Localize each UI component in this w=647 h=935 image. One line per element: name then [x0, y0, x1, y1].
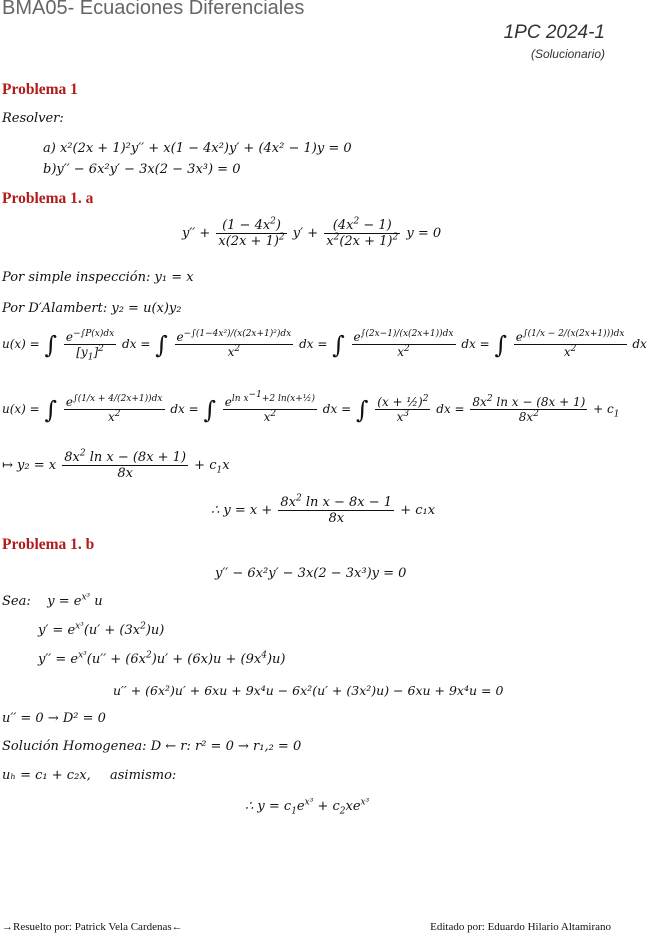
problema1-heading: Problema 1: [2, 81, 78, 98]
dalambert-line: Por D′Alambert: y₂ = u(x)y₂: [2, 301, 182, 316]
reduced-line: u′′ = 0 → D² = 0: [2, 711, 106, 726]
y2-prefix: ↦ y₂ = x: [2, 458, 57, 473]
ux-lhs: u(x) =: [2, 337, 44, 351]
problema1b-heading: Problema 1. b: [2, 536, 95, 553]
course-title: BMA05- Ecuaciones Diferenciales: [2, 0, 305, 19]
ydouble-line: $y'' = e^{x^3}(u'' + (6x^2)u' + (6x)u + (9x^4)u)$: [38, 650, 286, 667]
yprime-line: $y' = e^{x^3}(u' + (3x^2)u)$: [38, 621, 165, 638]
sea-line: Sea: $y = e^{x^3}$ u: [2, 592, 103, 609]
conclusion-a-prefix: ∴ y = x +: [211, 503, 273, 518]
substituted-line: u′′ + (6x²)u′ + 6xu + 9x⁴u − 6x²(u′ + (3x²)u) − 6xu + 9x⁴u = 0: [113, 683, 504, 698]
conclusion-a-suffix: + c₁x: [400, 503, 436, 518]
asimismo-label: asimismo:: [110, 768, 177, 783]
footer-solved-by: →Resuelto por: Patrick Vela Cardenas←: [2, 921, 183, 933]
problema1a-heading: Problema 1. a: [2, 190, 94, 207]
general-solution-b: ∴ $y = c_1e^{x^3} + c_2xe^{x^3}$: [245, 797, 370, 817]
ux-integral-line2: u(x) = ∫ $\frac{e^{\int(1/x + 4/(2x+1))dx}}{x^2}$ dx = ∫ $\frac{e^{ln x^{-1}+2 ln(x+\frac{1}{2})}}{x^2}$ dx = ∫ $\frac{(x + \frac{1}{2})^2}{x^3}$ dx = $\frac{8x^2 \ln x - (8x + 1)}{8x^2}$ + $c_1$: [2, 390, 620, 424]
uh-line: uₕ = c₁ + c₂x,: [2, 768, 91, 783]
general-solution-a: ∴ y = x + $\frac{8x^2 \ln x - 8x - 1}{8x}$ + c₁x: [211, 493, 436, 526]
sea-label: Sea:: [2, 594, 31, 609]
ux-integral-line1: u(x) = ∫ $\frac{e^{-\int P(x)dx}}{[y_1]^2}$ dx = ∫ $\frac{e^{-\int(1-4x^2)/(x(2x+1)^2)dx}}{x^2}$ dx = ∫ $\frac{e^{\int(2x-1)/(x(2x+1))dx}}{x^2}$ dx = ∫ $\frac{e^{\int(1/x - 2/(x(2x+1)))dx}}{x^2}$ dx: [2, 329, 647, 363]
exam-title: 1PC 2024-1: [503, 22, 605, 43]
ode-b: y′′ − 6x²y′ − 3x(2 − 3x³)y = 0: [215, 566, 407, 581]
normalized-ode: y′′ + $\frac{(1 - 4x^2)}{x(2x + 1)^2}$ y′ + $\frac{(4x^2 - 1)}{x^2(2x + 1)^2}$ y = 0: [182, 216, 442, 249]
equation-b: b)y′′ − 6x²y′ − 3x(2 − 3x³) = 0: [43, 162, 241, 177]
homogenea-line: Solución Homogenea: D ← r: r² = 0 → r₁,₂ = 0: [2, 739, 302, 754]
resolver-label: Resolver:: [2, 111, 64, 126]
equation-a: a) x²(2x + 1)²y′′ + x(1 − 4x²)y′ + (4x² − 1)y = 0: [43, 141, 352, 156]
inspection-line: Por simple inspección: y₁ = x: [2, 270, 194, 285]
exam-subtitle: (Solucionario): [530, 47, 605, 61]
y2-solution: ↦ y₂ = x $\frac{8x^2 \ln x - (8x + 1)}{8x}$ + $c_1x$: [2, 448, 230, 481]
footer-edited-by: Editado por: Eduardo Hilario Altamirano: [430, 921, 611, 933]
